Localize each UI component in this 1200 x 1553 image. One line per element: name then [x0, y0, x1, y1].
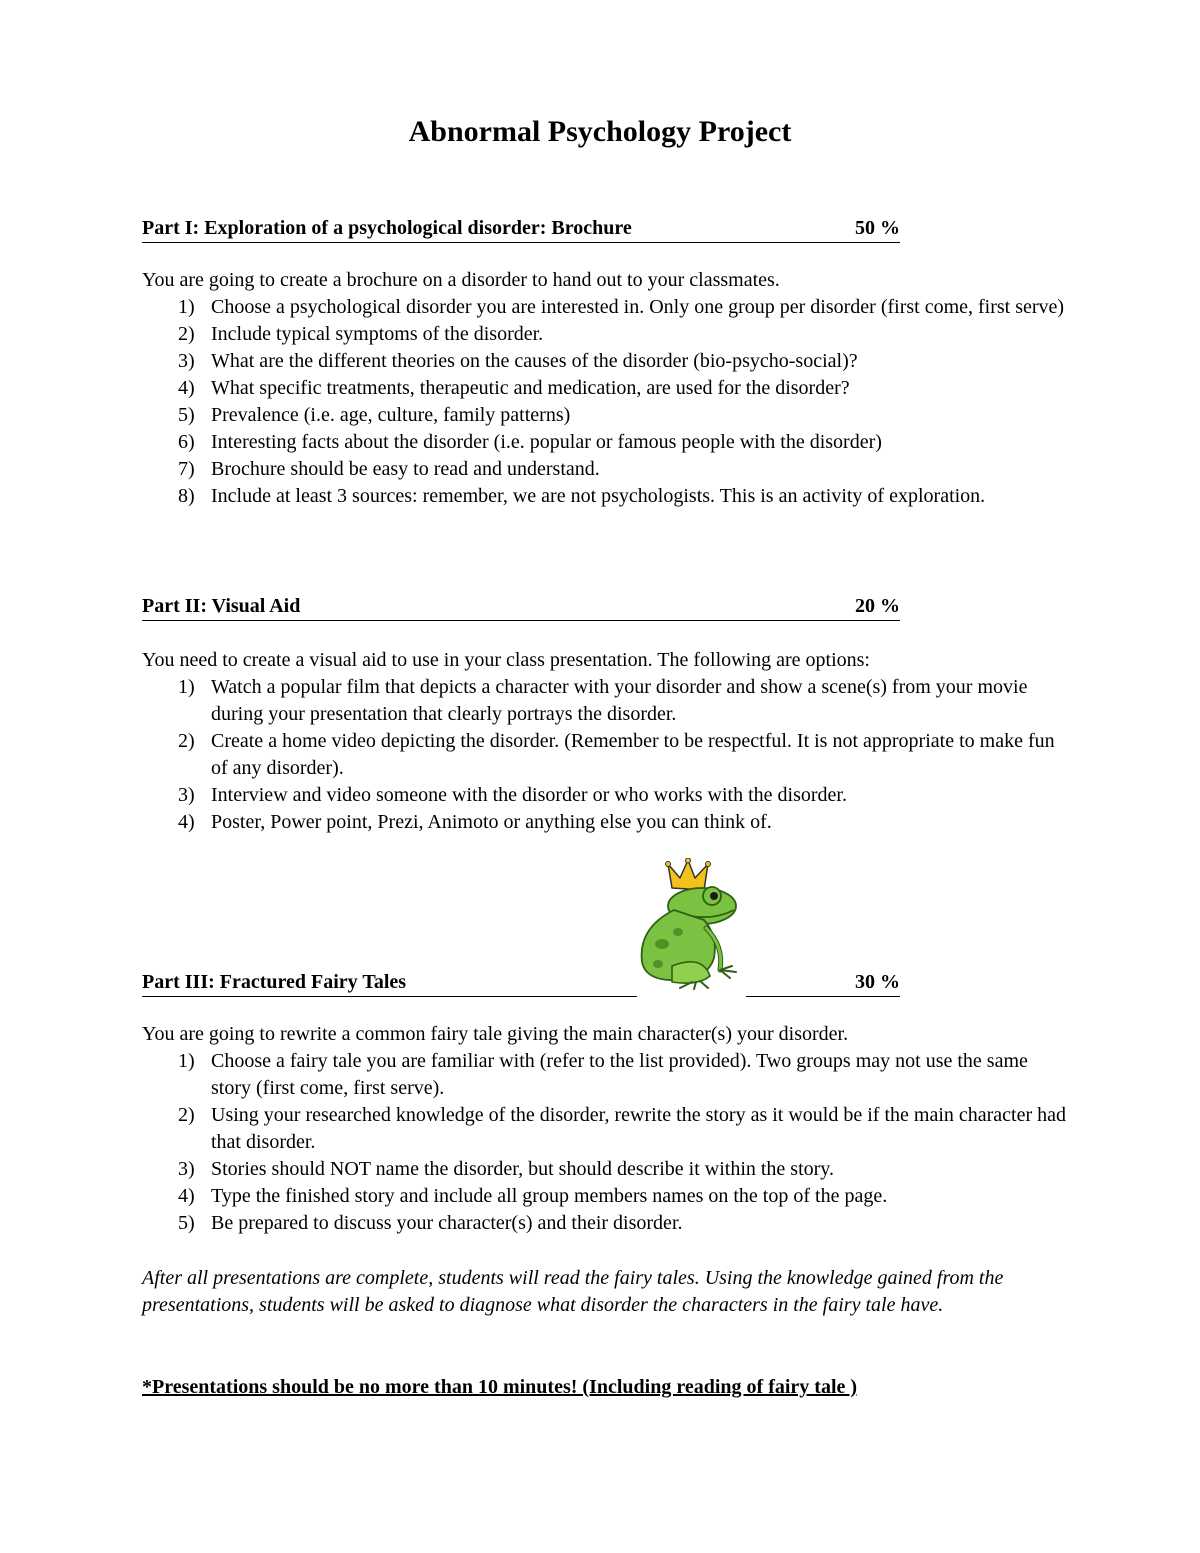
part1-list-item	[142, 483, 1072, 510]
part3-list	[142, 1048, 1072, 1237]
part3-list-item	[142, 1210, 1072, 1237]
list-item-text: Interview and video someone with the disorder or who works with the disorder.	[211, 784, 847, 806]
list-item-text: What specific treatments, therapeutic and medication, are used for the disorder?	[211, 377, 850, 399]
list-item-text: Choose a fairy tale you are familiar with (refer to the list provided). Two groups may not use the same story (first come, first serve).	[211, 1050, 1028, 1099]
list-item-text: Prevalence (i.e. age, culture, family patterns)	[211, 404, 571, 426]
part2-weight: 20 %	[855, 595, 900, 617]
part1-weight: 50 %	[855, 217, 900, 239]
part2-intro: You need to create a visual aid to use in your class presentation. The following are options:	[142, 649, 870, 671]
list-item-number: 6)	[178, 431, 195, 453]
list-item-number: 2)	[178, 323, 195, 345]
list-item-text: Interesting facts about the disorder (i.e. popular or famous people with the disorder)	[211, 431, 882, 453]
part3-list-item	[142, 1156, 1072, 1183]
list-item-number: 4)	[178, 811, 195, 833]
list-item-number: 5)	[178, 404, 195, 426]
list-item-text: Choose a psychological disorder you are interested in. Only one group per disorder (first come, first serve)	[211, 296, 1065, 318]
list-item-text: Create a home video depicting the disorder. (Remember to be respectful. It is not appropriate to make fun of any disorder).	[211, 730, 1055, 779]
list-item-number: 1)	[178, 296, 195, 318]
list-item-text: Using your researched knowledge of the disorder, rewrite the story as it would be if the main character had that disorder.	[211, 1104, 1067, 1153]
part1-list-item	[142, 294, 1072, 321]
part3-intro: You are going to rewrite a common fairy tale giving the main character(s) your disorder.	[142, 1023, 849, 1045]
list-item-text: What are the different theories on the causes of the disorder (bio-psycho-social)?	[211, 350, 858, 372]
part1-heading-label: Part I: Exploration of a psychological disorder: Brochure	[142, 217, 632, 239]
list-item-number: 1)	[178, 676, 195, 698]
part2-list	[142, 674, 1072, 836]
list-item-text: Stories should NOT name the disorder, but should describe it within the story.	[211, 1158, 835, 1180]
part1-list-item	[142, 375, 1072, 402]
list-item-number: 1)	[178, 1050, 195, 1072]
part3-weight: 30 %	[855, 971, 900, 993]
part3-heading-label: Part III: Fractured Fairy Tales	[142, 971, 407, 993]
part1-list-item	[142, 429, 1072, 456]
part1-list	[142, 294, 1072, 510]
list-item-text: Poster, Power point, Prezi, Animoto or anything else you can think of.	[211, 811, 772, 833]
part1-intro: You are going to create a brochure on a disorder to hand out to your classmates.	[142, 269, 780, 291]
part1-list-item	[142, 402, 1072, 429]
list-item-number: 3)	[178, 350, 195, 372]
part1-list-item	[142, 456, 1072, 483]
list-item-number: 2)	[178, 1104, 195, 1126]
closing-note: After all presentations are complete, students will read the fairy tales. Using the knowledge gained from the presentations, students will be asked to diagnose what disorder the characters in the fairy tale have.	[142, 1267, 1004, 1316]
list-item-number: 3)	[178, 1158, 195, 1180]
list-item-text: Watch a popular film that depicts a character with your disorder and show a scene(s) from your movie during your presentation that clearly portrays the disorder.	[211, 676, 1028, 725]
list-item-text: Be prepared to discuss your character(s) and their disorder.	[211, 1212, 683, 1234]
final-note: *Presentations should be no more than 10 minutes! (Including reading of fairy tale )	[142, 1376, 858, 1398]
list-item-number: 4)	[178, 377, 195, 399]
part2-list-item	[142, 782, 1072, 809]
part3-heading	[142, 968, 900, 996]
list-item-number: 8)	[178, 485, 195, 507]
part1-list-item	[142, 321, 1072, 348]
part2-list-item	[142, 809, 1072, 836]
list-item-text: Type the finished story and include all group members names on the top of the page.	[211, 1185, 888, 1207]
part2-heading-label: Part II: Visual Aid	[142, 595, 301, 617]
list-item-number: 7)	[178, 458, 195, 480]
part2-list-item	[142, 728, 1072, 782]
list-item-number: 5)	[178, 1212, 195, 1234]
part1-list-item	[142, 348, 1072, 375]
part3-list-item	[142, 1048, 1072, 1102]
part2-list-item	[142, 674, 1072, 728]
part3-list-item	[142, 1183, 1072, 1210]
list-item-text: Brochure should be easy to read and understand.	[211, 458, 600, 480]
list-item-number: 2)	[178, 730, 195, 752]
list-item-number: 4)	[178, 1185, 195, 1207]
list-item-number: 3)	[178, 784, 195, 806]
page-title: Abnormal Psychology Project	[408, 115, 792, 148]
part3-list-item	[142, 1102, 1072, 1156]
list-item-text: Include at least 3 sources: remember, we are not psychologists. This is an activity of exploration.	[211, 485, 986, 507]
list-item-text: Include typical symptoms of the disorder.	[211, 323, 544, 345]
part1-heading	[142, 214, 900, 243]
part2-heading	[142, 592, 900, 621]
